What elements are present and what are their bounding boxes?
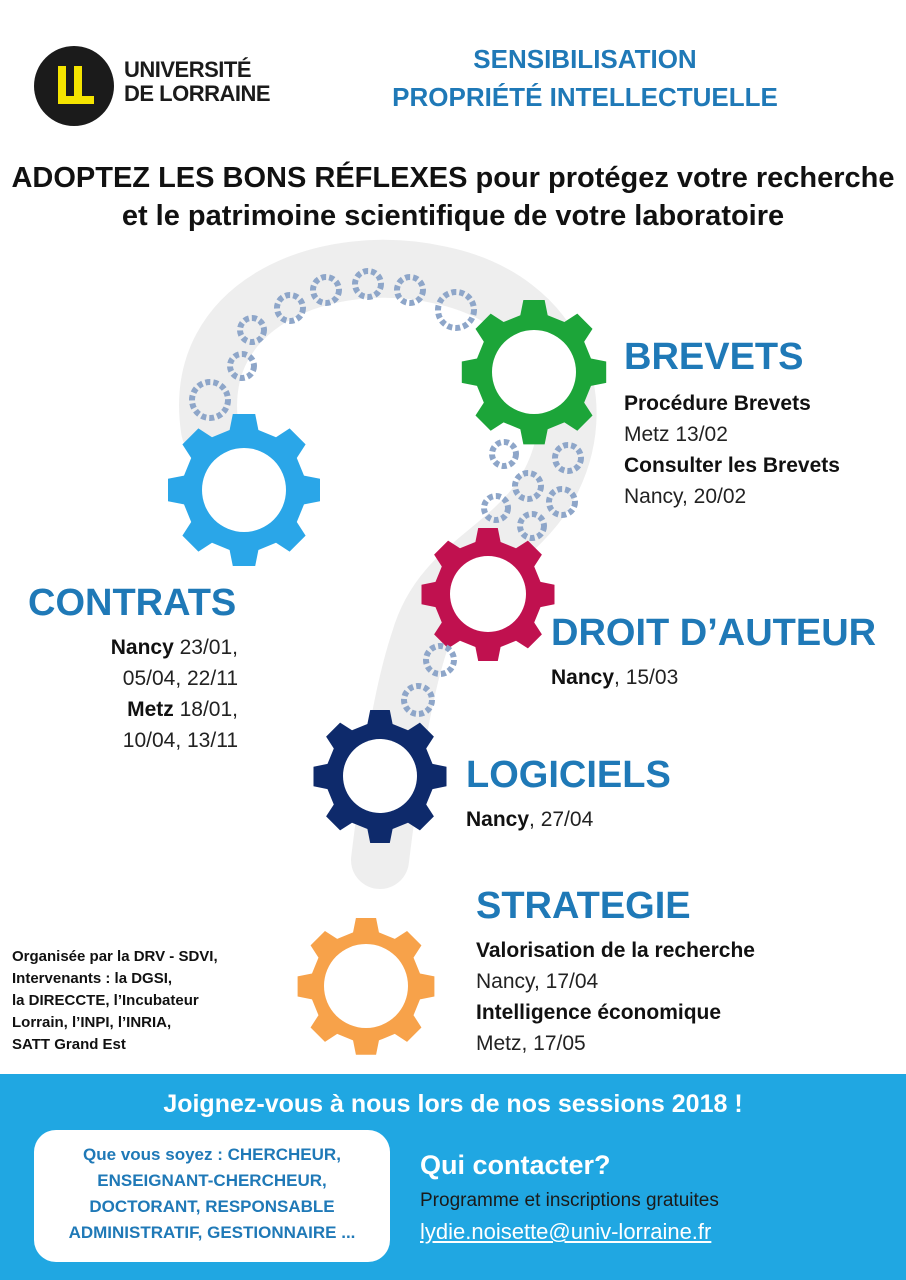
contact-subtitle: Programme et inscriptions gratuites — [420, 1190, 719, 1211]
audience-line: Que vous soyez : CHERCHEUR, — [83, 1145, 341, 1164]
audience-text — [34, 1142, 390, 1246]
contact-title: Qui contacter? — [420, 1150, 611, 1180]
header-line1: SENSIBILISATION — [473, 44, 697, 74]
brevets-item1: Procédure Brevets — [624, 392, 811, 415]
organisers-line: Intervenants : la DGSI, — [12, 970, 173, 987]
strategie-item2: Intelligence économique — [476, 1001, 722, 1024]
brevets-item2-detail: Nancy, 20/02 — [624, 485, 747, 508]
university-name-line1: UNIVERSITÉ — [124, 57, 252, 82]
contrats-city2: Metz — [127, 698, 174, 721]
droit-auteur-city: Nancy — [551, 666, 615, 689]
droit-auteur-details — [551, 662, 678, 693]
contrats-dates1a: 23/01, — [173, 636, 238, 659]
header-line2: PROPRIÉTÉ INTELLECTUELLE — [392, 82, 778, 112]
brevets-title: BREVETS — [624, 336, 804, 378]
strategie-details — [476, 935, 755, 1059]
organisers-line: Lorrain, l’INPI, l’INRIA, — [12, 1014, 172, 1031]
strategie-title: STRATEGIE — [476, 885, 691, 927]
organisers-line: SATT Grand Est — [12, 1036, 126, 1053]
organisers-block — [12, 946, 218, 1056]
brevets-item1-detail: Metz 13/02 — [624, 423, 728, 446]
audience-line: ENSEIGNANT-CHERCHEUR, — [97, 1171, 327, 1190]
logiciels-details — [466, 804, 593, 835]
university-name-line2: DE LORRAINE — [124, 81, 271, 106]
contact-email-link[interactable]: lydie.noisette@univ-lorraine.fr — [420, 1219, 712, 1244]
join-message: Joignez-vous à nous lors de nos sessions 2018 ! — [163, 1090, 743, 1118]
contrats-dates2a: 18/01, — [173, 698, 238, 721]
headline-line2: et le patrimoine scientifique de votre laboratoire — [121, 200, 785, 232]
logiciels-date: , 27/04 — [529, 808, 594, 831]
strategie-item2-detail: Metz, 17/05 — [476, 1032, 586, 1055]
brevets-item2: Consulter les Brevets — [624, 454, 840, 477]
headline-line1 — [0, 162, 906, 195]
strategie-item1-detail: Nancy, 17/04 — [476, 970, 599, 993]
brevets-details — [624, 388, 840, 512]
organisers-line: Organisée par la DRV - SDVI, — [12, 948, 218, 965]
contrats-city1: Nancy — [110, 636, 174, 659]
headline-rest: pour protégez votre recherche — [467, 162, 895, 194]
headline-bold: ADOPTEZ LES BONS RÉFLEXES — [11, 162, 468, 194]
contrats-details — [28, 632, 238, 756]
contrats-title: CONTRATS — [28, 582, 237, 624]
logiciels-city: Nancy — [466, 808, 530, 831]
university-name — [124, 58, 270, 106]
strategie-item1: Valorisation de la recherche — [476, 939, 755, 962]
audience-line: ADMINISTRATIF, GESTIONNAIRE ... — [68, 1223, 356, 1242]
logiciels-title: LOGICIELS — [466, 754, 671, 796]
audience-line: DOCTORANT, RESPONSABLE — [89, 1197, 335, 1216]
university-logo-icon — [34, 46, 114, 126]
organisers-line: la DIRECCTE, l’Incubateur — [12, 992, 199, 1009]
contrats-dates1b: 05/04, 22/11 — [122, 667, 238, 690]
droit-auteur-date: , 15/03 — [614, 666, 679, 689]
droit-auteur-title: DROIT D’AUTEUR — [551, 612, 877, 654]
contrats-dates2b: 10/04, 13/11 — [122, 729, 238, 752]
